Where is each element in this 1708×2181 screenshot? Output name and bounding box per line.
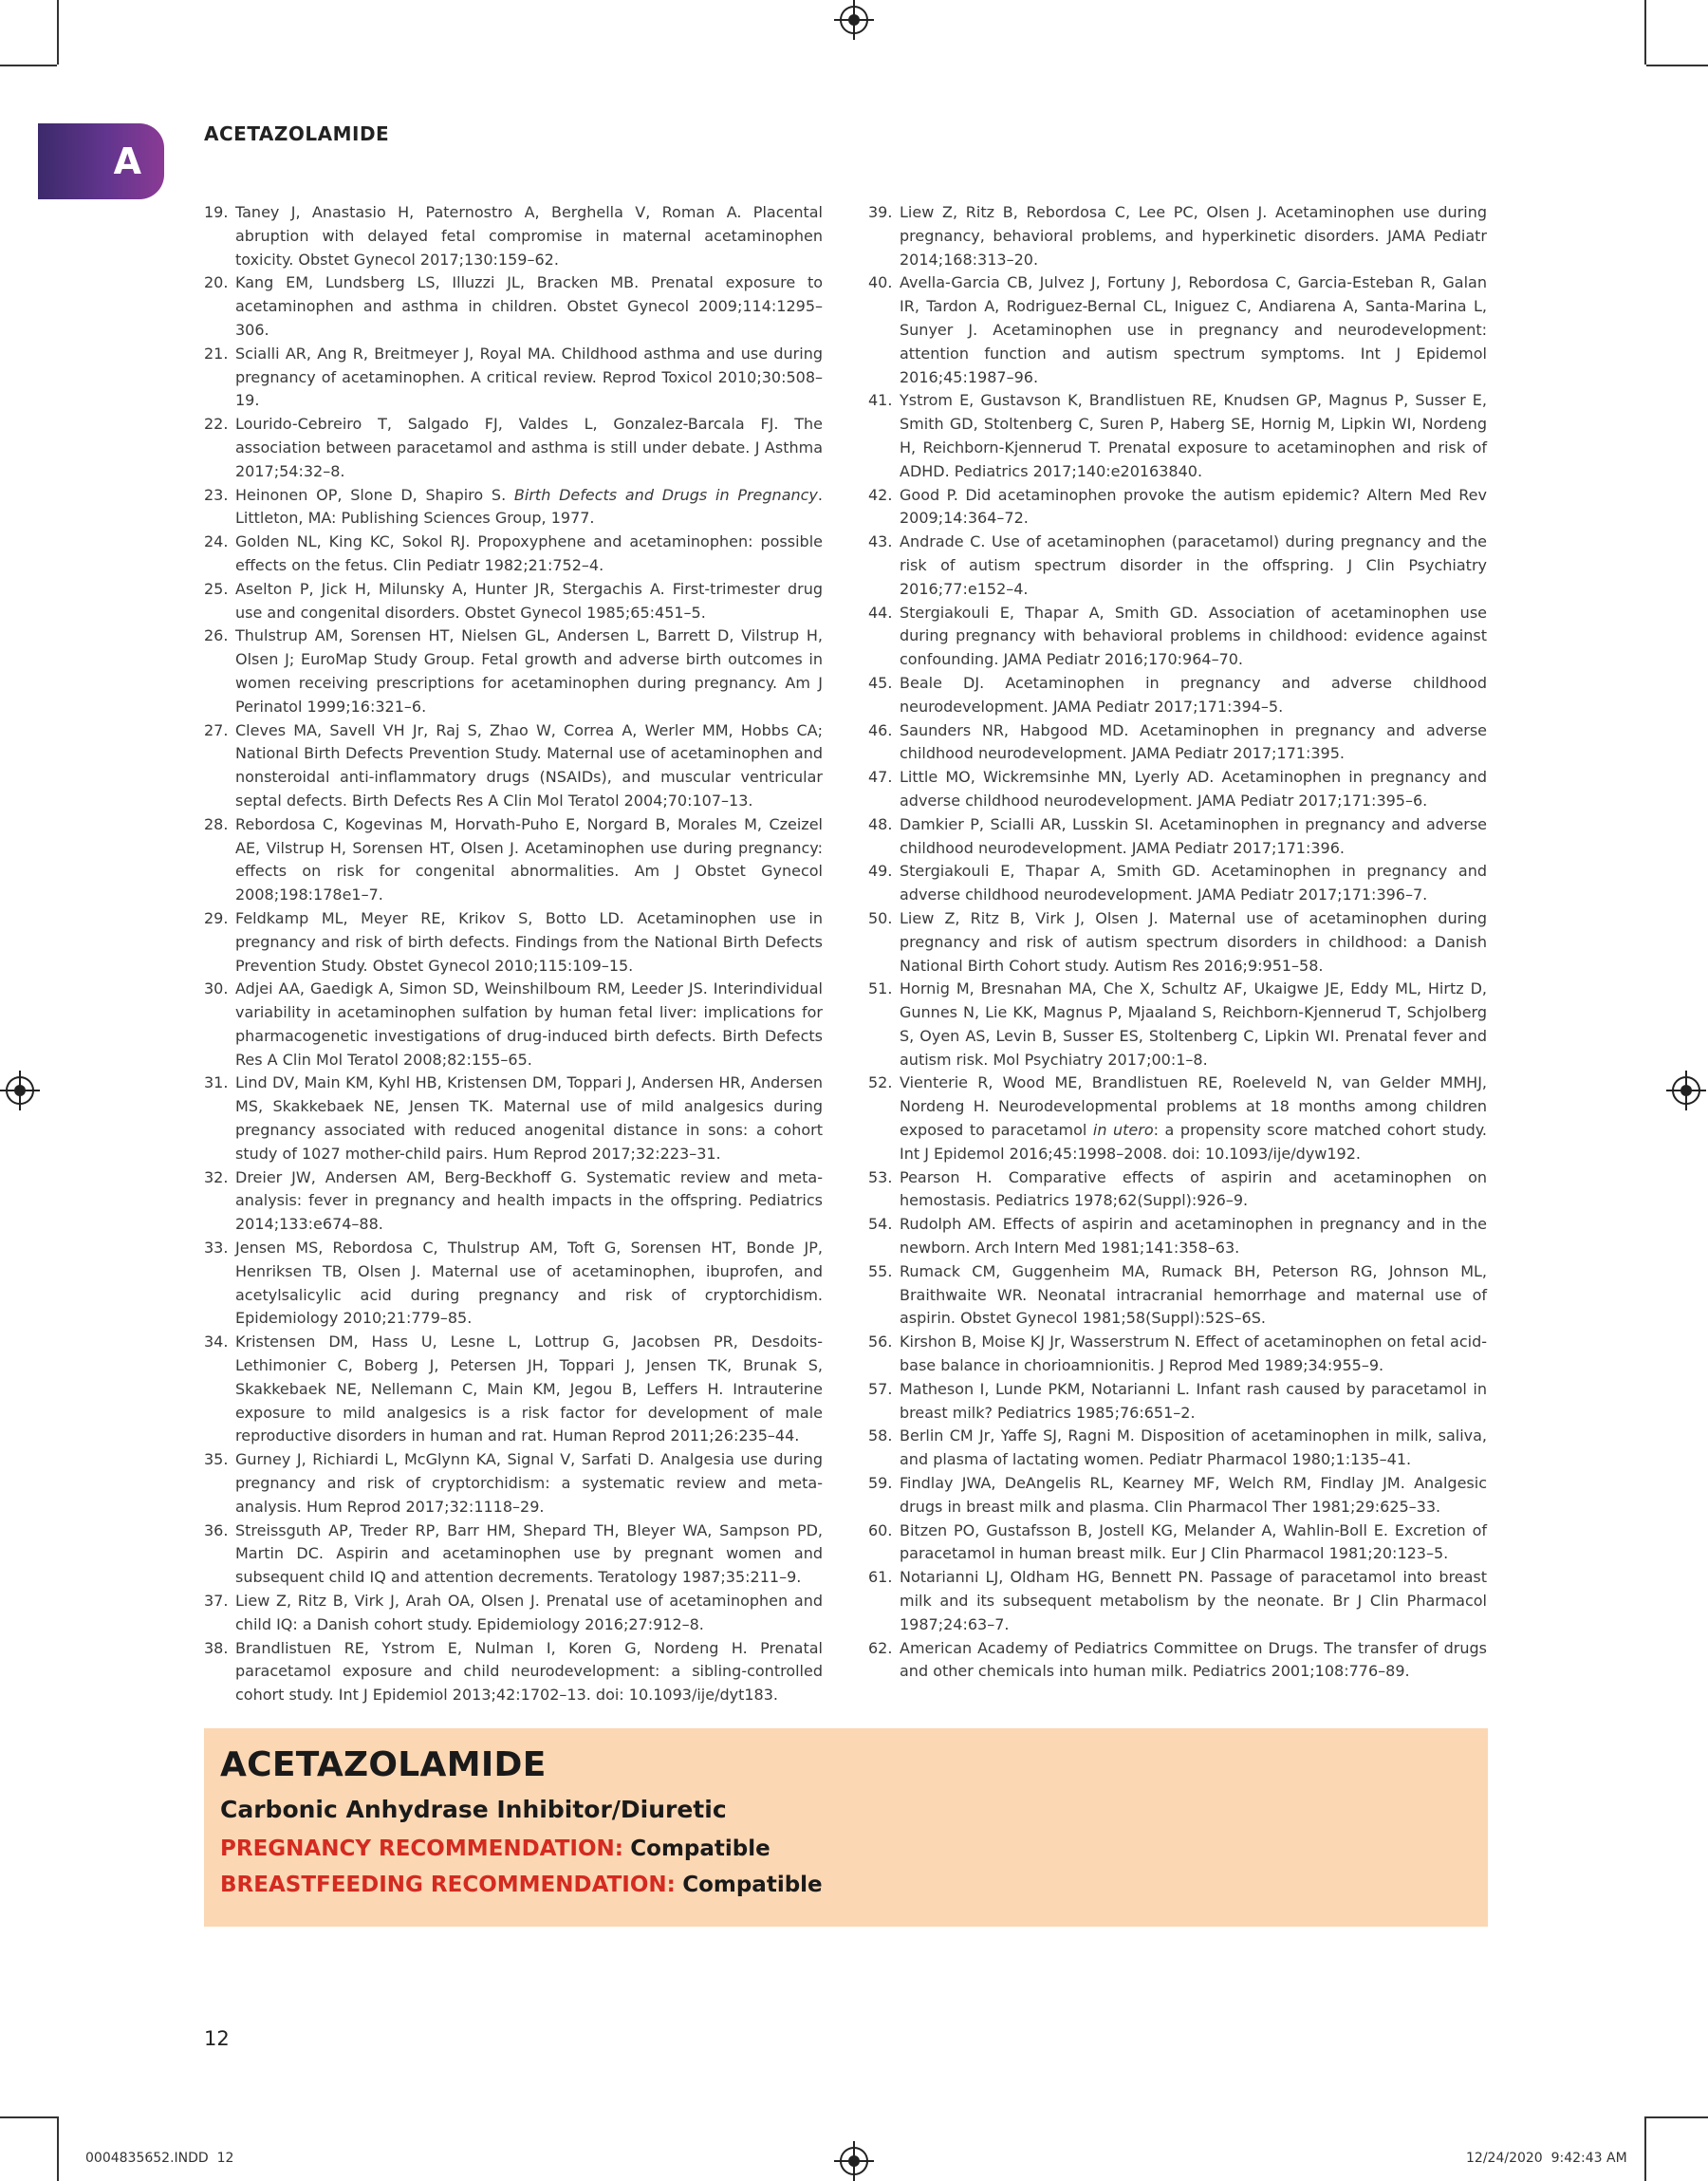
reference-text: Good P. Did acetaminophen provoke the autism epidemic? Altern Med Rev 2009;14:364–72. <box>900 485 1487 528</box>
reference-item <box>204 201 823 271</box>
pregnancy-recommendation <box>220 1836 1472 1861</box>
reference-text: Liew Z, Ritz B, Virk J, Arah OA, Olsen J. Prenatal use of acetaminophen and child IQ: a Danish cohort study. Epidemiology 2016;27:912–8. <box>235 1592 823 1633</box>
reference-item <box>204 271 823 342</box>
reference-item <box>868 1637 1487 1685</box>
reference-text: Andrade C. Use of acetaminophen (paracetamol) during pregnancy and the risk of autism spectrum disorder in the offspring. J Clin Psychiatry 2016;77:e152–4. <box>900 532 1487 598</box>
reference-text: Heinonen OP, Slone D, Shapiro S. <box>235 485 514 504</box>
reference-number: 27. <box>204 720 229 739</box>
reference-text: Findlay JWA, DeAngelis RL, Kearney MF, Welch RM, Findlay JM. Analgesic drugs in breast milk and plasma. Clin Pharmacol Ther 1981;29:625–33. <box>900 1474 1487 1516</box>
reference-item <box>204 719 823 813</box>
reference-number: 28. <box>204 814 229 833</box>
running-head: ACETAZOLAMIDE <box>204 122 390 145</box>
reference-number: 26. <box>204 626 229 645</box>
reference-text: Damkier P, Scialli AR, Lusskin SI. Acetaminophen in pregnancy and adverse childhood neurodevelopment. JAMA Pediatr 2017;171:396. <box>900 814 1487 857</box>
reference-item <box>204 1072 823 1165</box>
drug-name: ACETAZOLAMIDE <box>220 1745 547 1784</box>
reference-number: 31. <box>204 1073 229 1092</box>
registration-mark-icon <box>6 1076 34 1105</box>
reference-text: Little MO, Wickremsinhe MN, Lyerly AD. Acetaminophen in pregnancy and adverse childhood neurodevelopment. JAMA Pediatr 2017;171:395–6. <box>900 768 1487 810</box>
crop-mark <box>0 2116 57 2118</box>
reference-number: 37. <box>204 1592 229 1611</box>
registration-mark-icon <box>1672 1076 1700 1105</box>
breastfeeding-recommendation <box>220 1873 1472 1897</box>
reference-text: Golden NL, King KC, Sokol RJ. Propoxyphene and acetaminophen: possible effects on the fetus. Clin Pediatr 1982;21:752–4. <box>235 532 823 574</box>
reference-number: 49. <box>868 862 893 881</box>
reference-item <box>868 531 1487 601</box>
reference-number: 53. <box>868 1167 893 1186</box>
reference-item <box>868 1166 1487 1214</box>
reference-number: 59. <box>868 1474 893 1493</box>
registration-mark-icon <box>840 6 868 34</box>
reference-text: Notarianni LJ, Oldham HG, Bennett PN. Passage of paracetamol into breast milk and its subsequent metabolism by the neonate. Br J Clin Pharmacol 1987;24:63–7. <box>900 1568 1487 1633</box>
reference-number: 19. <box>204 203 229 221</box>
reference-text: Rudolph AM. Effects of aspirin and acetaminophen in pregnancy and in the newborn. Arch Intern Med 1981;141:358–63. <box>900 1215 1487 1258</box>
reference-text: American Academy of Pediatrics Committee on Drugs. The transfer of drugs and other chemicals into human milk. Pediatrics 2001;108:776–89. <box>900 1638 1487 1681</box>
crop-mark <box>1646 65 1708 66</box>
crop-mark <box>57 0 59 65</box>
crop-mark <box>1644 2116 1646 2181</box>
reference-text: Saunders NR, Habgood MD. Acetaminophen in pregnancy and adverse childhood neurodevelopment. JAMA Pediatr 2017;171:395. <box>900 720 1487 763</box>
reference-item <box>868 1378 1487 1426</box>
reference-number: 50. <box>868 908 893 927</box>
reference-item <box>204 1331 823 1448</box>
reference-item <box>868 1472 1487 1519</box>
reference-number: 24. <box>204 532 229 551</box>
reference-item <box>204 907 823 978</box>
reference-text: Ystrom E, Gustavson K, Brandlistuen RE, Knudsen GP, Magnus P, Susser E, Smith GD, Stoltenberg C, Suren P, Haberg SE, Hornig M, Lipkin WI, Nordeng H, Reichborn-Kjennerud T. Prenatal exposure to acetaminophen and risk of ADHD. Pediatrics 2017;140:e20163840. <box>900 391 1487 480</box>
reference-number: 58. <box>868 1426 893 1445</box>
reference-item <box>204 813 823 907</box>
slug-filename: 0004835652.INDD <box>85 2151 209 2166</box>
reference-number: 43. <box>868 532 893 551</box>
reference-item <box>204 413 823 483</box>
reference-text: Stergiakouli E, Thapar A, Smith GD. Acetaminophen in pregnancy and adverse childhood neurodevelopment. JAMA Pediatr 2017;171:396–7. <box>900 862 1487 904</box>
reference-text: Berlin CM Jr, Yaffe SJ, Ragni M. Disposition of acetaminophen in milk, saliva, and plasma of lactating women. Pediatr Pharmacol 1980;1:135–41. <box>900 1426 1487 1469</box>
reference-number: 46. <box>868 720 893 739</box>
reference-text: Scialli AR, Ang R, Breitmeyer J, Royal MA. Childhood asthma and use during pregnancy of acetaminophen. A critical review. Reprod Toxicol 2010;30:508–19. <box>235 344 823 410</box>
reference-number: 20. <box>204 273 229 292</box>
reference-text: Jensen MS, Rebordosa C, Thulstrup AM, Toft G, Sorensen HT, Bonde JP, Henriksen TB, Olsen J. Maternal use of acetaminophen, ibuprofen, and acetylsalicylic acid during pregnancy and risk of cryptorchidism. Epidemiology 2010;21:779–85. <box>235 1239 823 1328</box>
reference-number: 39. <box>868 203 893 221</box>
reference-item <box>868 1566 1487 1636</box>
reference-number: 44. <box>868 603 893 622</box>
reference-text: Feldkamp ML, Meyer RE, Krikov S, Botto LD. Acetaminophen use in pregnancy and risk of birth defects. Findings from the National Birth Defects Prevention Study. Obstet Gynecol 2010;115:109–15. <box>235 908 823 975</box>
reference-number: 62. <box>868 1638 893 1657</box>
reference-text: Adjei AA, Gaedigk A, Simon SD, Weinshilboum RM, Leeder JS. Interindividual variability in acetaminophen sulfation by human fetal liver: implications for pharmacogenetic investigations of drug-induced birth defects. Birth Defects Res A Clin Mol Teratol 2008;82:155–65. <box>235 979 823 1069</box>
reference-number: 42. <box>868 485 893 504</box>
reference-text: Kristensen DM, Hass U, Lesne L, Lottrup G, Jacobsen PR, Desdoits-Lethimonier C, Boberg J, Petersen JH, Toppari J, Jensen TK, Brunak S, Skakkebaek NE, Nellemann C, Main KM, Jegou B, Leffers H. Intrauterine exposure to mild analgesics is a risk factor for development of male reproductive disorders in human and rat. Human Reprod 2011;26:235–44. <box>235 1333 823 1445</box>
reference-number: 36. <box>204 1520 229 1539</box>
reference-item <box>868 719 1487 767</box>
reference-item <box>204 531 823 578</box>
crop-mark <box>1646 2116 1708 2118</box>
reference-text: Stergiakouli E, Thapar A, Smith GD. Association of acetaminophen use during pregnancy with behavioral problems in childhood: evidence against confounding. JAMA Pediatr 2016;170:964–70. <box>900 603 1487 669</box>
reference-text: Hornig M, Bresnahan MA, Che X, Schultz AF, Ukaigwe JE, Eddy ML, Hirtz D, Gunnes N, Lie KK, Magnus P, Mjaaland S, Reichborn-Kjennerud T, Schjolberg S, Oyen AS, Levin B, Susser ES, Stoltenberg C, Lipkin WI. Prenatal fever and autism risk. Mol Psychiatry 2017;00:1–8. <box>900 979 1487 1069</box>
reference-text: Dreier JW, Andersen AM, Berg-Beckhoff G. Systematic review and meta-analysis: fever in pregnancy and health impacts in the offspring. Pediatrics 2014;133:e674–88. <box>235 1167 823 1234</box>
reference-number: 23. <box>204 485 229 504</box>
reference-number: 38. <box>204 1638 229 1657</box>
slug-timestamp <box>1466 2151 1627 2166</box>
reference-text: Rumack CM, Guggenheim MA, Rumack BH, Peterson RG, Johnson ML, Braithwaite WR. Neonatal intracranial hemorrhage and maternal use of aspirin. Obstet Gynecol 1981;58(Suppl):52S–6S. <box>900 1261 1487 1328</box>
reference-text: Liew Z, Ritz B, Virk J, Olsen J. Maternal use of acetaminophen during pregnancy and risk of autism spectrum disorders in childhood: a Danish National Birth Cohort study. Autism Res 2016;9:951–58. <box>900 908 1487 975</box>
reference-text: Brandlistuen RE, Ystrom E, Nulman I, Koren G, Nordeng H. Prenatal paracetamol exposure and child neurodevelopment: a sibling-controlled cohort study. Int J Epidemiol 2013;42:1702–13. doi: 10.1093/ije/dyt183. <box>235 1638 823 1705</box>
registration-mark-icon <box>840 2147 868 2175</box>
crop-mark <box>57 2116 59 2181</box>
reference-number: 33. <box>204 1239 229 1258</box>
reference-text: Lind DV, Main KM, Kyhl HB, Kristensen DM, Toppari J, Andersen HR, Andersen MS, Skakkebaek NE, Jensen TK. Maternal use of mild analgesics during pregnancy associated with reduced anogenital distance in sons: a cohort study of 1027 mother-child pairs. Hum Reprod 2017;32:223–31. <box>235 1073 823 1163</box>
reference-item <box>204 1448 823 1519</box>
reference-number: 48. <box>868 814 893 833</box>
reference-text: Thulstrup AM, Sorensen HT, Nielsen GL, Andersen L, Barrett D, Vilstrup H, Olsen J; EuroMap Study Group. Fetal growth and adverse birth outcomes in women receiving prescriptions for acetaminophen during pregnancy. Am J Perinatol 1999;16:321–6. <box>235 626 823 716</box>
reference-item <box>868 1425 1487 1472</box>
section-tab <box>38 123 164 199</box>
reference-text: Cleves MA, Savell VH Jr, Raj S, Zhao W, Correa A, Werler MM, Hobbs CA; National Birth Defects Prevention Study. Maternal use of acetaminophen and nonsteroidal anti-inflammatory drugs (NSAIDs), and muscular ventricular septal defects. Birth Defects Res A Clin Mol Teratol 2004;70:107–13. <box>235 720 823 810</box>
reference-number: 40. <box>868 273 893 292</box>
reference-item <box>868 1331 1487 1378</box>
reference-item <box>868 907 1487 978</box>
pregnancy-recommendation-value: Compatible <box>630 1836 770 1861</box>
section-tab-letter: A <box>113 140 141 182</box>
reference-text: Rebordosa C, Kogevinas M, Horvath-Puho E, Norgard B, Morales M, Czeizel AE, Vilstrup H, Sorensen HT, Olsen J. Acetaminophen use during pregnancy: effects on risk for congenital abnormalities. Am J Obstet Gynecol 2008;198:178e1–7. <box>235 814 823 904</box>
reference-text: Matheson I, Lunde PKM, Notarianni L. Infant rash caused by paracetamol in breast milk? Pediatrics 1985;76:651–2. <box>900 1379 1487 1422</box>
reference-item <box>868 602 1487 672</box>
reference-text: Avella-Garcia CB, Julvez J, Fortuny J, Rebordosa C, Garcia-Esteban R, Galan IR, Tardon A, Rodriguez-Bernal CL, Iniguez C, Andiarena A, Santa-Marina L, Sunyer J. Acetaminophen use in pregnancy and neurodevelopment: attention function and autism spectrum symptoms. Int J Epidemol 2016;45:1987–96. <box>900 273 1487 386</box>
reference-number: 45. <box>868 673 893 692</box>
reference-item <box>868 389 1487 483</box>
reference-text: Kang EM, Lundsberg LS, Illuzzi JL, Bracken MB. Prenatal exposure to acetaminophen and asthma in children. Obstet Gynecol 2009;114:1295–306. <box>235 273 823 339</box>
reference-text: . Littleton, MA: Publishing Sciences Group, 1977. <box>235 485 823 528</box>
pregnancy-recommendation-label: PREGNANCY RECOMMENDATION: <box>220 1836 623 1861</box>
reference-item <box>868 1213 1487 1260</box>
reference-text: Vienterie R, Wood ME, Brandlistuen RE, Roeleveld N, van Gelder MMHJ, Nordeng H. Neurodevelopmental problems at 18 months among children exposed to paracetamol <box>900 1073 1487 1140</box>
reference-number: 32. <box>204 1167 229 1186</box>
reference-number: 47. <box>868 768 893 787</box>
reference-item <box>204 484 823 531</box>
reference-number: 21. <box>204 344 229 363</box>
reference-number: 60. <box>868 1520 893 1539</box>
references-right-column <box>868 201 1487 1684</box>
reference-item <box>868 1519 1487 1567</box>
reference-text: Streissguth AP, Treder RP, Barr HM, Shepard TH, Bleyer WA, Sampson PD, Martin DC. Aspirin and acetaminophen use by pregnant women and subsequent child IQ and attention decrements. Teratology 1987;35:211–9. <box>235 1520 823 1587</box>
page-number: 12 <box>204 2027 230 2050</box>
reference-item <box>204 343 823 413</box>
reference-number: 29. <box>204 908 229 927</box>
reference-item <box>204 578 823 625</box>
reference-number: 54. <box>868 1215 893 1234</box>
reference-number: 52. <box>868 1073 893 1092</box>
drug-summary-box <box>204 1728 1488 1927</box>
reference-number: 55. <box>868 1261 893 1280</box>
reference-item <box>868 484 1487 531</box>
slug-date: 12/24/2020 <box>1466 2151 1543 2166</box>
references-left-column <box>204 201 823 1707</box>
reference-number: 51. <box>868 979 893 998</box>
slug-page: 12 <box>216 2151 234 2166</box>
reference-number: 25. <box>204 579 229 598</box>
reference-text: Aselton P, Jick H, Milunsky A, Hunter JR, Stergachis A. First-trimester drug use and congenital disorders. Obstet Gynecol 1985;65:451–5. <box>235 579 823 622</box>
slug-file-info <box>85 2151 233 2166</box>
reference-item <box>868 672 1487 719</box>
reference-text: Beale DJ. Acetaminophen in pregnancy and adverse childhood neurodevelopment. JAMA Pediatr 2017;171:394–5. <box>900 673 1487 716</box>
reference-item <box>204 1519 823 1590</box>
crop-mark <box>1644 0 1646 65</box>
reference-text: Birth Defects and Drugs in Pregnancy <box>513 485 818 504</box>
reference-number: 61. <box>868 1568 893 1587</box>
slug-time: 9:42:43 AM <box>1550 2151 1627 2166</box>
drug-class: Carbonic Anhydrase Inhibitor/Diuretic <box>220 1796 727 1823</box>
reference-text: Bitzen PO, Gustafsson B, Jostell KG, Melander A, Wahlin-Boll E. Excretion of paracetamol in human breast milk. Eur J Clin Pharmacol 1981;20:123–5. <box>900 1520 1487 1563</box>
reference-text: : a propensity score matched cohort study. Int J Epidemol 2016;45:1998–2008. doi: 10.1093/ije/dyw192. <box>900 1121 1488 1163</box>
reference-text: Liew Z, Ritz B, Rebordosa C, Lee PC, Olsen J. Acetaminophen use during pregnancy, behavioral problems, and hyperkinetic disorders. JAMA Pediatr 2014;168:313–20. <box>900 203 1487 269</box>
reference-text: Taney J, Anastasio H, Paternostro A, Berghella V, Roman A. Placental abruption with delayed fetal compromise in maternal acetaminophen toxicity. Obstet Gynecol 2017;130:159–62. <box>235 203 823 269</box>
breastfeeding-recommendation-value: Compatible <box>682 1873 823 1897</box>
reference-item <box>204 1237 823 1331</box>
reference-number: 22. <box>204 415 229 434</box>
reference-item <box>868 201 1487 271</box>
reference-number: 57. <box>868 1379 893 1398</box>
reference-item <box>868 271 1487 389</box>
reference-item <box>204 1590 823 1637</box>
crop-mark <box>0 65 57 66</box>
reference-text: Gurney J, Richiardi L, McGlynn KA, Signal V, Sarfati D. Analgesia use during pregnancy and risk of cryptorchidism: a systematic review and meta-analysis. Hum Reprod 2017;32:1118–29. <box>235 1450 823 1516</box>
reference-number: 41. <box>868 391 893 410</box>
reference-number: 34. <box>204 1333 229 1351</box>
reference-item <box>204 1637 823 1707</box>
breastfeeding-recommendation-label: BREASTFEEDING RECOMMENDATION: <box>220 1873 676 1897</box>
reference-text: Kirshon B, Moise KJ Jr, Wasserstrum N. Effect of acetaminophen on fetal acid-base balance in chorioamnionitis. J Reprod Med 1989;34:955–9. <box>900 1333 1487 1375</box>
reference-number: 56. <box>868 1333 893 1351</box>
reference-item <box>204 978 823 1072</box>
reference-item <box>868 1260 1487 1331</box>
reference-item <box>868 860 1487 907</box>
reference-item <box>868 978 1487 1072</box>
reference-text: Lourido-Cebreiro T, Salgado FJ, Valdes L, Gonzalez-Barcala FJ. The association between paracetamol and asthma is still under debate. J Asthma 2017;54:32–8. <box>235 415 823 480</box>
reference-item <box>204 1166 823 1237</box>
reference-number: 35. <box>204 1450 229 1469</box>
reference-text: in utero <box>1092 1121 1154 1140</box>
reference-item <box>868 1072 1487 1165</box>
reference-item <box>868 766 1487 813</box>
reference-number: 30. <box>204 979 229 998</box>
reference-text: Pearson H. Comparative effects of aspirin and acetaminophen on hemostasis. Pediatrics 1978;62(Suppl):926–9. <box>900 1167 1487 1210</box>
reference-item <box>868 813 1487 861</box>
reference-item <box>204 624 823 718</box>
